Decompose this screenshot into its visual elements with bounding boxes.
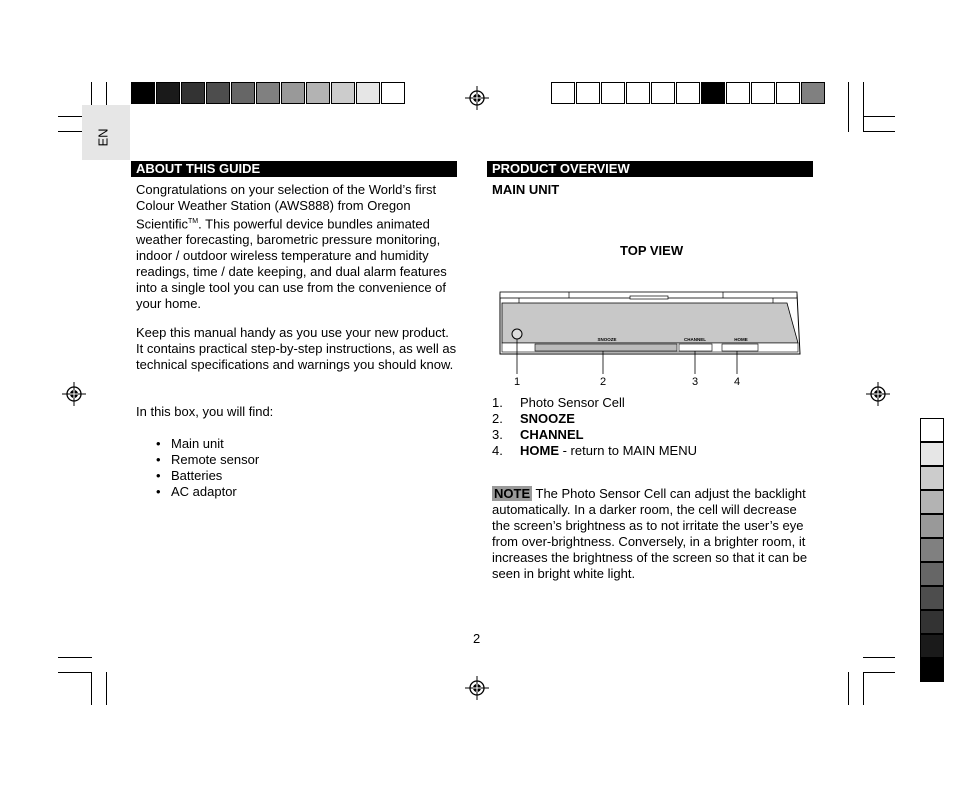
main-unit-top-view-diagram [497, 288, 803, 390]
color-swatch [206, 82, 230, 104]
color-swatch [751, 82, 775, 104]
color-swatch [551, 82, 575, 104]
registration-mark-bottom [465, 676, 489, 700]
trademark-mark: TM [188, 218, 199, 225]
color-bar-top-right [551, 82, 826, 106]
callout-1: 1 [513, 376, 521, 388]
intro-text-b: . This powerful device bundles animated weather forecasting, barometric pressure monitoring, indoor / outdoor wireless temperature and humidity readings, time / date keeping, and dual alarm features into a single tool you can use from the convenience of your home. [136, 216, 447, 312]
color-swatch [281, 82, 305, 104]
intro-text-a: Congratulations on your selection of the World’s first Colour Weather Station (AWS888) from Oregon Scientific [136, 182, 437, 232]
color-swatch [920, 418, 944, 442]
color-swatch [701, 82, 725, 104]
main-unit-subheading: MAIN UNIT [492, 182, 560, 197]
about-guide-para2: Keep this manual handy as you use your new product. It contains practical step-by-step instructions, as well as technical specifications and warnings you should know. [136, 325, 457, 372]
channel-device-label: CHANNEL [684, 337, 706, 342]
list-item: 4. HOME - return to MAIN MENU [492, 443, 697, 458]
color-swatch [331, 82, 355, 104]
color-swatch [231, 82, 255, 104]
color-swatch [920, 442, 944, 466]
list-item: 2. SNOOZE [492, 411, 575, 426]
color-swatch [156, 82, 180, 104]
color-swatch [576, 82, 600, 104]
color-swatch [920, 514, 944, 538]
color-swatch [131, 82, 155, 104]
color-swatch [920, 658, 944, 682]
callout-4: 4 [733, 376, 741, 388]
callout-3: 3 [691, 376, 699, 388]
color-swatch [920, 610, 944, 634]
color-swatch [356, 82, 380, 104]
registration-mark-top [465, 86, 489, 110]
snooze-button-graphic [535, 344, 677, 351]
note-paragraph [492, 486, 814, 582]
color-swatch [920, 634, 944, 658]
color-swatch [920, 538, 944, 562]
list-item: • Main unit [156, 436, 456, 452]
home-button-graphic [722, 344, 758, 351]
color-swatch [776, 82, 800, 104]
registration-mark-right [866, 382, 890, 406]
list-item: 1. Photo Sensor Cell [492, 395, 625, 410]
color-swatch [920, 562, 944, 586]
box-contents-list [156, 436, 456, 500]
color-swatch [181, 82, 205, 104]
product-overview-heading: PRODUCT OVERVIEW [487, 161, 813, 177]
color-swatch [920, 490, 944, 514]
color-bar-right-vertical [920, 418, 944, 682]
note-label: NOTE [494, 486, 531, 501]
color-swatch [601, 82, 625, 104]
color-swatch [676, 82, 700, 104]
color-swatch [651, 82, 675, 104]
color-swatch [726, 82, 750, 104]
page-number: 2 [473, 631, 481, 646]
color-swatch [381, 82, 405, 104]
list-item: • Batteries [156, 468, 456, 484]
list-item: • Remote sensor [156, 452, 456, 468]
callout-2: 2 [599, 376, 607, 388]
color-swatch [306, 82, 330, 104]
about-guide-heading: ABOUT THIS GUIDE [131, 161, 457, 177]
box-contents-intro: In this box, you will find: [136, 404, 274, 419]
snooze-device-label: SNOOZE [597, 337, 617, 342]
home-device-label: HOME [734, 337, 748, 342]
note-text: The Photo Sensor Cell can adjust the backlight automatically. In a darker room, the cell will decrease the screen’s brightness as to not irritate the user’s eye from over-brightness. Conversely, in a brighter room, it increases the brightness of the screen so that it can be seen in bright white light. [492, 486, 808, 581]
color-swatch [256, 82, 280, 104]
channel-button-graphic [679, 344, 712, 351]
language-label: EN [95, 128, 111, 147]
about-guide-intro [136, 182, 458, 312]
registration-mark-left [62, 382, 86, 406]
feature-list [492, 395, 812, 459]
color-swatch [626, 82, 650, 104]
list-item: 3. CHANNEL [492, 427, 584, 442]
color-swatch [920, 466, 944, 490]
top-view-title: TOP VIEW [620, 243, 684, 258]
color-swatch [801, 82, 825, 104]
color-bar-top-left [131, 82, 406, 106]
list-item: • AC adaptor [156, 484, 456, 500]
color-swatch [920, 586, 944, 610]
